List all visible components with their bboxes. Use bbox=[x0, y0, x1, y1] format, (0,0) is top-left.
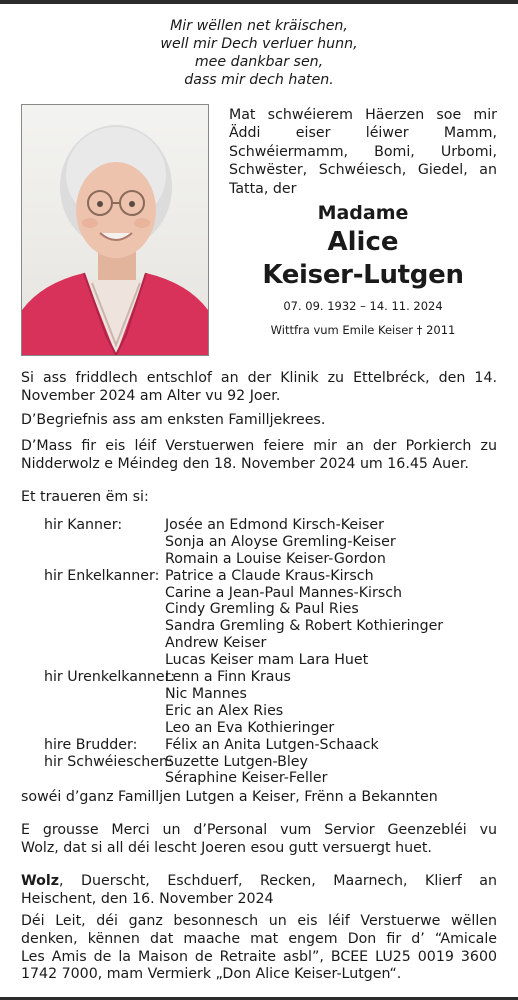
relation-label: hir Schwéieschen: bbox=[44, 753, 173, 770]
mourner-name: Patrice a Claude Kraus-Kirsch bbox=[165, 567, 374, 584]
mourners-list bbox=[21, 489, 497, 787]
place-town: Wolz bbox=[21, 873, 60, 889]
poem-line: Mir wëllen net kräischen, bbox=[170, 18, 348, 34]
mourner-name: Sandra Gremling & Robert Kothieringer bbox=[165, 618, 444, 635]
mourner-name: Nic Mannes bbox=[165, 685, 247, 702]
last-name: Keiser-Lutgen bbox=[262, 260, 464, 290]
mourner-group-children bbox=[21, 517, 497, 568]
mourner-name: Andrew Keiser bbox=[165, 635, 267, 652]
death-notice bbox=[21, 370, 497, 406]
donation-line: denken, kënnen dat maache mat engem Don fir d’ “Amicale bbox=[21, 930, 497, 947]
mourner-group-sisters-in-law bbox=[21, 754, 497, 788]
mourner-name: Suzette Lutgen-Bley bbox=[165, 753, 308, 770]
mourner-name: Félix an Anita Lutgen-Schaack bbox=[165, 736, 379, 753]
intro-line: Schwéiermamm, Bomi, Urbomi, bbox=[229, 143, 497, 160]
mourner-name: Josée an Edmond Kirsch-Keiser bbox=[165, 517, 384, 533]
mourner-group-brother bbox=[21, 737, 497, 754]
thanks-line: Wolz, dat si all déi lescht Joeren esou gutt versuergt huet. bbox=[21, 839, 432, 856]
mourner-name: Séraphine Keiser-Feller bbox=[165, 770, 328, 787]
place-rest: , Duerscht, Eschduerf, Recken, Maarnech, Klierf an bbox=[59, 873, 497, 889]
relation-label: hir Kanner: bbox=[44, 517, 123, 533]
death-notice-line: November 2024 am Alter vu 92 Joer. bbox=[21, 387, 281, 404]
donation-line: Déi Leit, déi ganz besonnesch un eis léif Verstuerwe wëllen bbox=[21, 913, 497, 929]
mourner-name: Eric an Alex Ries bbox=[165, 702, 284, 719]
intro-line: Mat schwéierem Häerzen soe mir bbox=[229, 107, 497, 123]
donation-note bbox=[21, 913, 497, 984]
thanks-note bbox=[21, 822, 497, 858]
place-line bbox=[21, 873, 497, 891]
first-name: Alice bbox=[327, 227, 399, 257]
portrait-illustration bbox=[22, 105, 208, 355]
mourner-name: Sonja an Aloyse Gremling-Keiser bbox=[165, 533, 396, 550]
mourner-name: Lenn a Finn Kraus bbox=[165, 669, 291, 686]
burial-line: D’Begriefnis ass am enksten Familljekrees. bbox=[21, 412, 326, 428]
death-notice-line: Si ass friddlech entschlof an der Klinik zu Ettelbréck, den 14. bbox=[21, 370, 497, 386]
relation-label: hir Enkelkanner: bbox=[44, 567, 160, 584]
also-family bbox=[21, 789, 497, 807]
donation-line: 1742 7000, mam Vermierk „Don Alice Keiser-Lutgen“. bbox=[21, 966, 402, 983]
intro-text bbox=[229, 106, 497, 198]
mass-line: D’Mass fir eis léif Verstuerwen feiere mir an der Porkierch zu bbox=[21, 438, 497, 454]
life-dates: 07. 09. 1932 – 14. 11. 2024 bbox=[283, 299, 443, 313]
also-family-line: sowéi d’ganz Familljen Lutgen a Keiser, Frënn a Bekannten bbox=[21, 789, 438, 805]
deceased-name-block bbox=[229, 196, 497, 338]
intro-line: Schwëster, Schwéiesch, Giedel, an bbox=[229, 162, 497, 179]
mourner-group-great-grandchildren bbox=[21, 669, 497, 737]
poem-line: well mir Dech verluer hunn, bbox=[160, 36, 358, 52]
portrait-photo bbox=[21, 104, 209, 356]
place-line: Heischent, den 16. November 2024 bbox=[21, 890, 274, 907]
widow-of: Wittfra vum Emile Keiser † 2011 bbox=[270, 323, 456, 337]
relation-label: hir Urenkelkanner: bbox=[44, 669, 176, 686]
poem-line: dass mir dech haten. bbox=[184, 72, 334, 88]
burial-note bbox=[21, 412, 497, 430]
intro-line: Äddi eiser léiwer Mamm, bbox=[229, 125, 497, 142]
mass-notice bbox=[21, 438, 497, 474]
relation-label: hire Brudder: bbox=[44, 736, 138, 753]
place-date bbox=[21, 873, 497, 909]
thanks-line: E grousse Merci un d’Personal vum Servior Geenzebléi vu bbox=[21, 822, 497, 838]
mourner-group-grandchildren bbox=[21, 568, 497, 669]
intro-line: Tatta, der bbox=[229, 180, 297, 197]
mourners-heading: Et traueren ëm si: bbox=[21, 489, 149, 505]
mourner-name: Lucas Keiser mam Lara Huet bbox=[165, 652, 369, 669]
mourner-name: Leo an Eva Kothieringer bbox=[165, 719, 335, 736]
mass-line: Nidderwolz e Méindeg den 18. November 2024 um 16.45 Auer. bbox=[21, 455, 469, 472]
top-border bbox=[0, 0, 518, 4]
mourner-name: Romain a Louise Keiser-Gordon bbox=[165, 550, 386, 567]
donation-line: Les Amis de la Maison de Retraite asbl”, BCEE LU25 0019 3600 bbox=[21, 948, 497, 965]
salutation: Madame bbox=[317, 202, 409, 224]
mourner-name: Carine a Jean-Paul Mannes-Kirsch bbox=[165, 584, 403, 601]
poem-line: mee dankbar sen, bbox=[194, 54, 324, 70]
poem bbox=[0, 17, 518, 89]
mourner-name: Cindy Gremling & Paul Ries bbox=[165, 601, 359, 618]
